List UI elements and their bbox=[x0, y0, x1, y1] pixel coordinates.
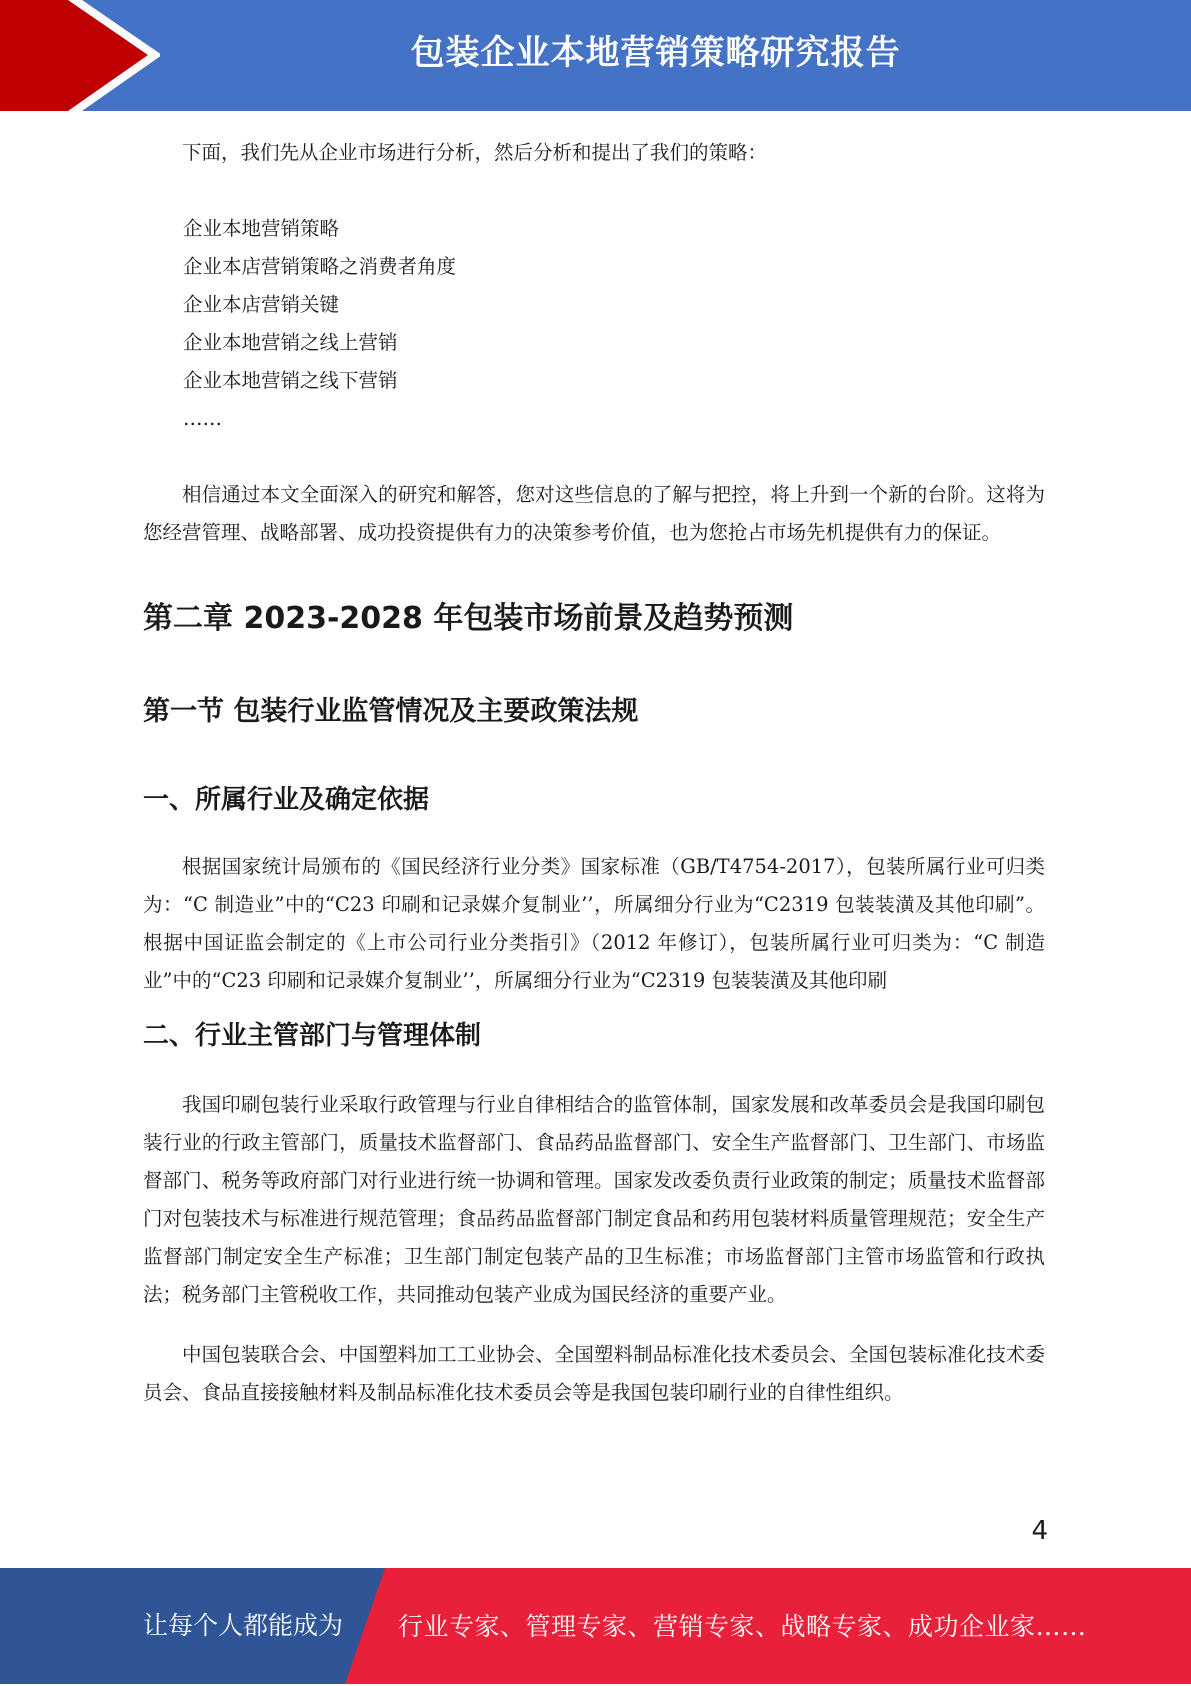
industry-paragraph: 根据国家统计局颁布的《国民经济行业分类》国家标准（GB/T4754-2017），包装所属行业可归类为：“C 制造业”中的“C23 印刷和记录媒介复制业’’，所属细分行业为“C2319 包装装潢及其他印刷”。根据中国证监会制定的《上市公司行业分类指引》（2012 年修订），包装所属行业可归类为：“C 制造业”中的“C23 印刷和记录媒介复制业’’，所属细分行业为“C2319 包装装潢及其他印刷 bbox=[143, 855, 1045, 992]
list-item: 企业本店营销关键 bbox=[183, 293, 340, 316]
regulation-paragraph: 我国印刷包装行业采取行政管理与行业自律相结合的监管体制，国家发展和改革委员会是我国印刷包装行业的行政主管部门，质量技术监督部门、食品药品监督部门、安全生产监督部门、卫生部门、市场监督部门、税务等政府部门对行业进行统一协调和管理。国家发改委负责行业政策的制定；质量技术监督部门对包装技术与标准进行规范管理；食品药品监督部门制定食品和药用包装材料质量管理规范；安全生产监督部门制定安全生产标准；卫生部门制定包装产品的卫生标准；市场监督部门主管市场监管和行政执法；税务部门主管税收工作，共同推动包装产业成为国民经济的重要产业。 bbox=[143, 1093, 1045, 1306]
subsection-title-regulation: 二、行业主管部门与管理体制 bbox=[143, 1021, 482, 1051]
section-title: 第一节 包装行业监管情况及主要政策法规 bbox=[143, 696, 639, 727]
document-body bbox=[143, 130, 1045, 1412]
list-item: 企业本地营销之线上营销 bbox=[183, 331, 398, 354]
footer-slogan-left: 让每个人都能成为 bbox=[143, 1611, 344, 1640]
header-red-chevron bbox=[0, 0, 148, 111]
association-paragraph: 中国包装联合会、中国塑料加工工业协会、全国塑料制品标准化技术委员会、全国包装标准化技术委员会、食品直接接触材料及制品标准化技术委员会等是我国包装印刷行业的自律性组织。 bbox=[143, 1343, 1045, 1404]
footer-slogan-right: 行业专家、管理专家、营销专家、战略专家、成功企业家…… bbox=[398, 1612, 1087, 1641]
page-footer bbox=[0, 1568, 1191, 1684]
chapter-title: 第二章 2023-2028 年包装市场前景及趋势预测 bbox=[143, 601, 794, 636]
intro-paragraph: 下面，我们先从企业市场进行分析，然后分析和提出了我们的策略： bbox=[182, 141, 768, 164]
page-number: 4 bbox=[1031, 1516, 1048, 1546]
list-item: 企业本地营销策略 bbox=[183, 217, 340, 240]
list-item: 企业本地营销之线下营销 bbox=[183, 369, 398, 392]
strategy-list bbox=[143, 210, 1045, 438]
report-title: 包装企业本地营销策略研究报告 bbox=[410, 33, 901, 73]
list-item: 企业本店营销策略之消费者角度 bbox=[183, 255, 457, 278]
subsection-title-industry: 一、所属行业及确定依据 bbox=[143, 785, 430, 815]
page-header bbox=[0, 0, 1191, 111]
list-item: …… bbox=[183, 407, 222, 430]
conclusion-paragraph: 相信通过本文全面深入的研究和解答，您对这些信息的了解与把控，将上升到一个新的台阶。这将为您经营管理、战略部署、成功投资提供有力的决策参考价值，也为您抢占市场先机提供有力的保证。 bbox=[143, 483, 1045, 544]
header-arrow-decoration bbox=[0, 0, 160, 111]
